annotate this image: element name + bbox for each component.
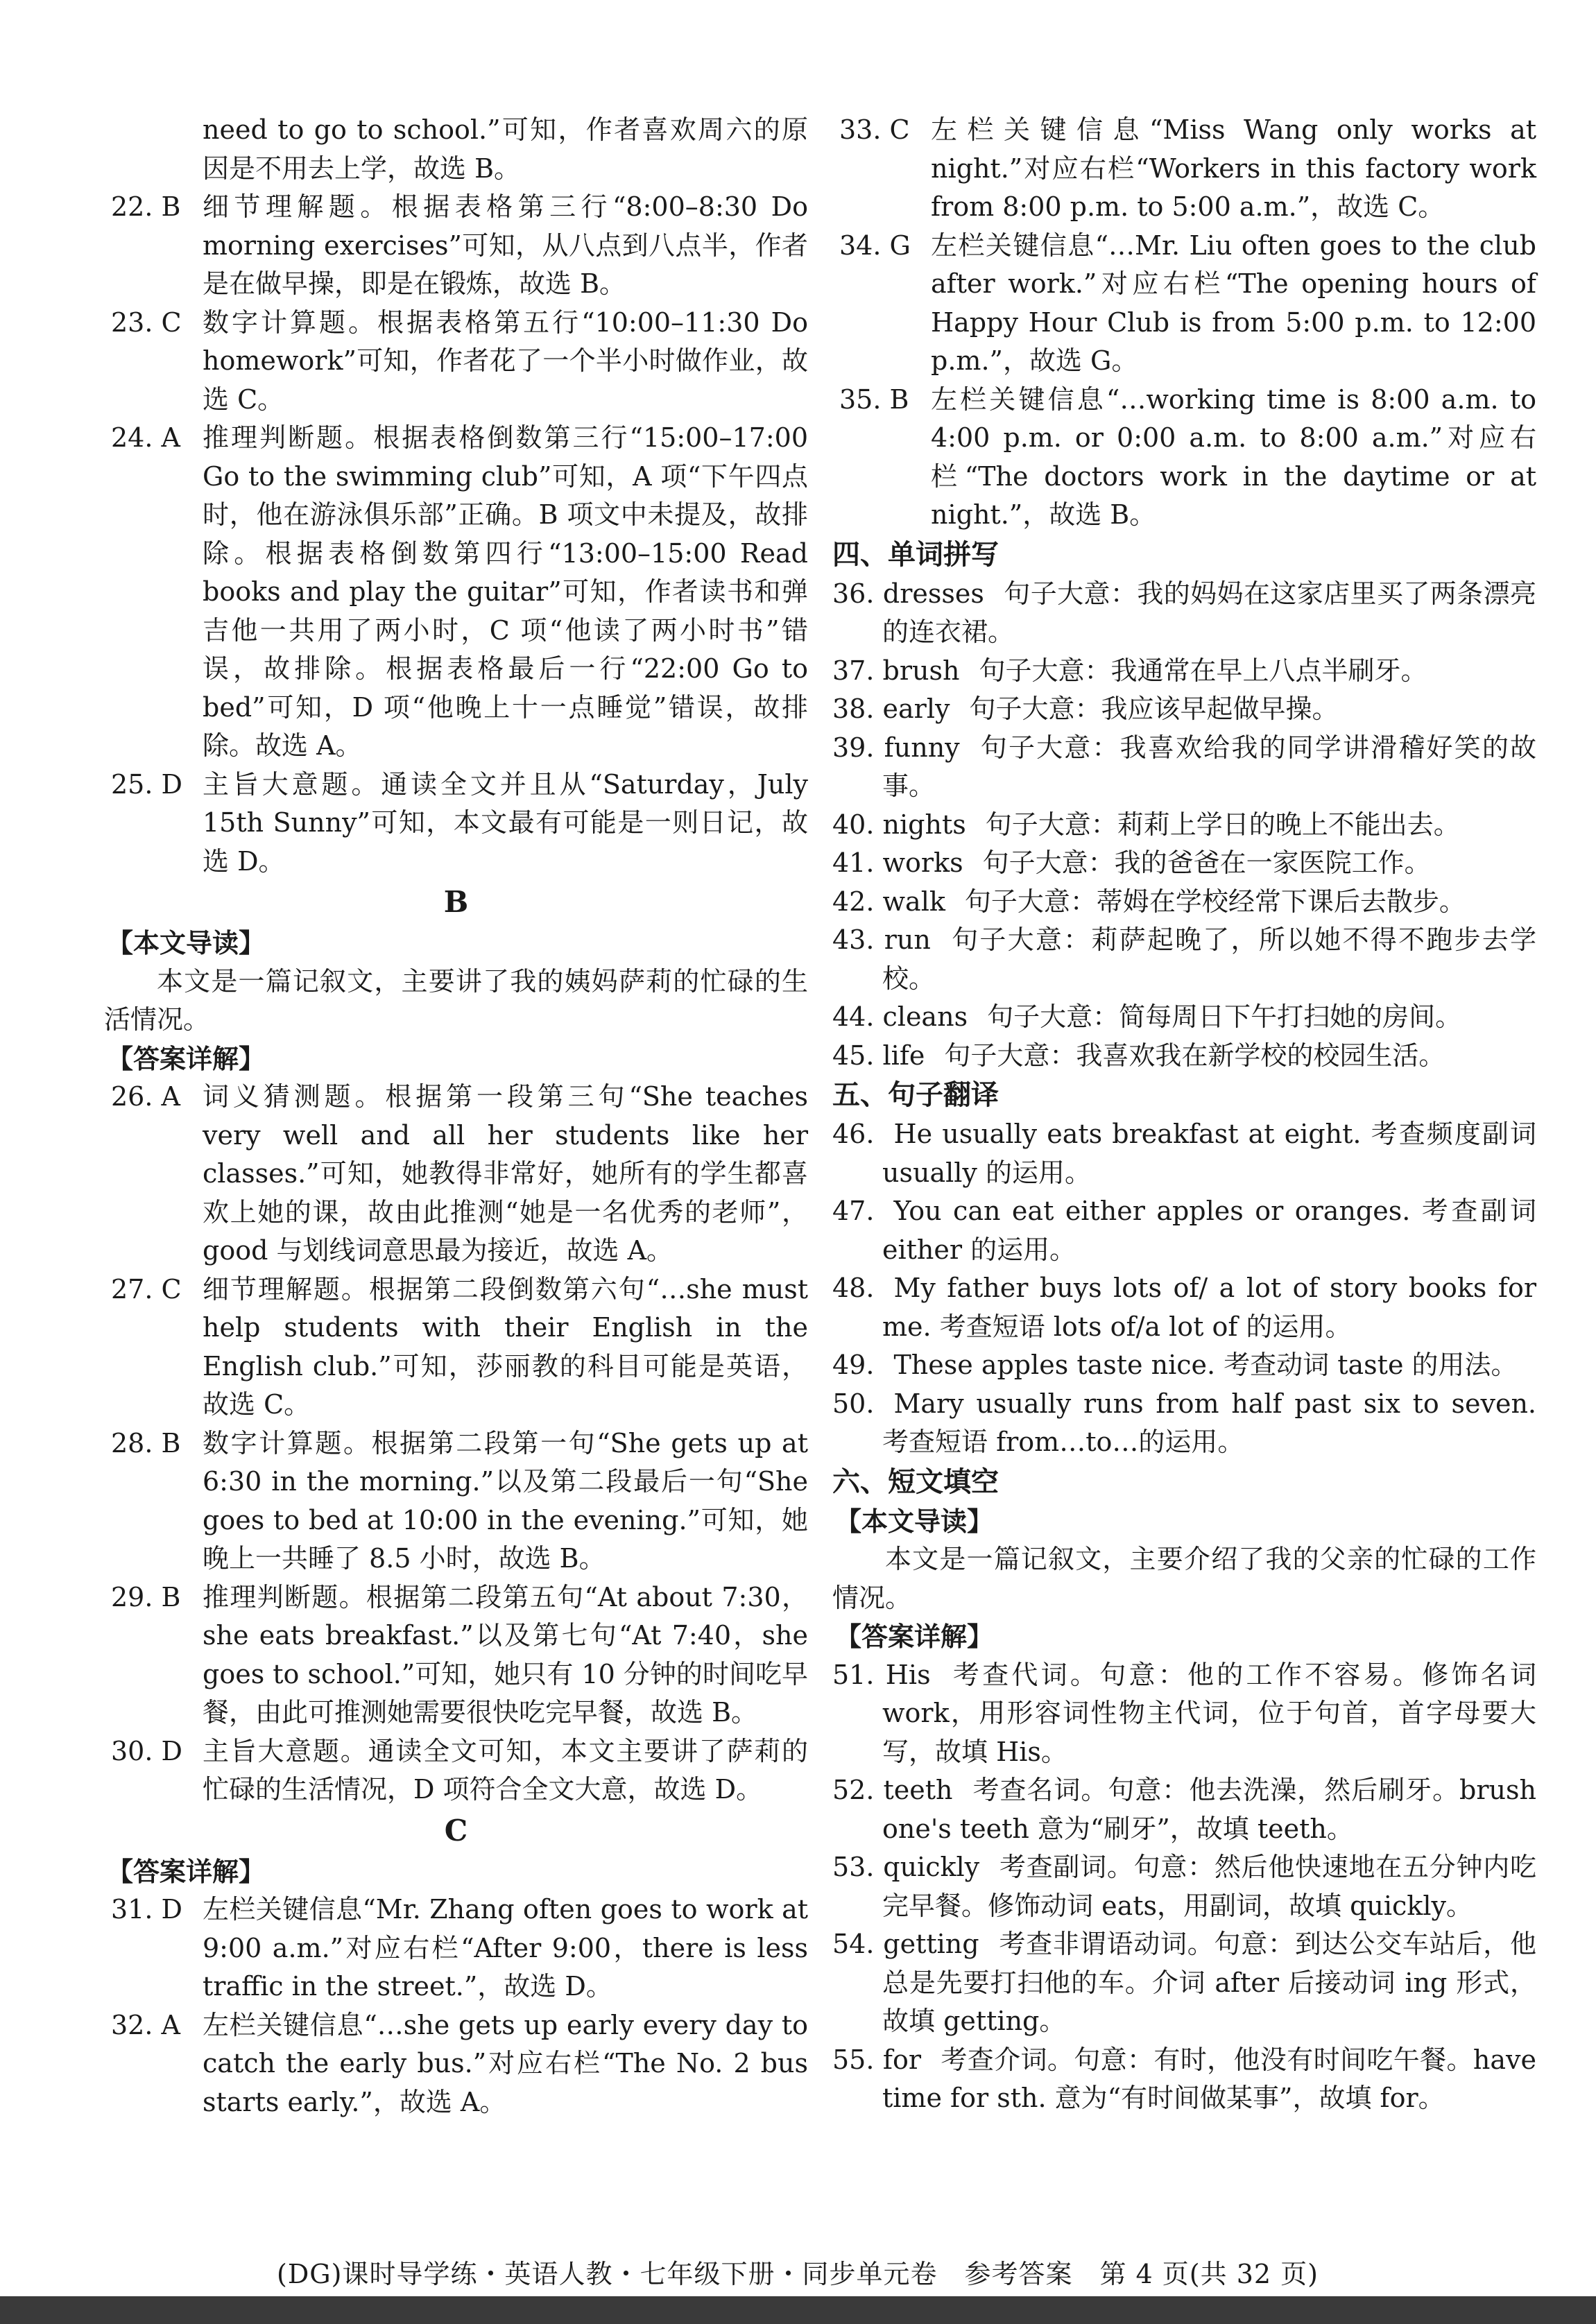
answer-number: 35. B (839, 384, 909, 415)
answer-number: 24. A (111, 422, 180, 453)
answer-25 (104, 766, 808, 881)
vocab-item: 41. works 句子大意：我的爸爸在一家医院工作。 (832, 847, 1431, 878)
answer-30 (104, 1732, 808, 1809)
answer-32 (104, 2006, 808, 2122)
answer-number: 33. C (839, 114, 910, 145)
detail-label-c: 【答案详解】 (107, 1855, 266, 1887)
section-6-heading: 六、短文填空 (832, 1465, 999, 1498)
answer-text: 左栏关键信息“…Mr. Liu often goes to the club after work.”对应右栏“The opening hours of Happy Hour Club is from 5:00 p.m. to 12:00 p.m.”，故选 G。 (931, 230, 1536, 376)
fill-item: 55. for 考查介词。句意：有时，他没有时间吃午餐。have time for sth. 意为“有时间做某事”，故填 for。 (832, 2044, 1536, 2113)
vocab-item: 36. dresses 句子大意：我的妈妈在这家店里买了两条漂亮的连衣裙。 (832, 578, 1536, 647)
fill-item: 54. getting 考查非谓语动词。句意：到达公交车站后，他总是先要打扫他的车。介词 after 后接动词 ing 形式，故填 getting。 (832, 1929, 1536, 2036)
answer-35 (832, 381, 1536, 535)
answer-number: 25. D (111, 768, 182, 800)
answer-text: 细节理解题。根据第二段倒数第六句“…she must help students with their English in the English club.”可知，莎丽教的科目可能是英语，故选 C。 (203, 1273, 808, 1420)
answer-34 (832, 227, 1536, 381)
answer-23 (104, 304, 808, 420)
detail-label: 【答案详解】 (835, 1621, 994, 1652)
vocab-item: 38. early 句子大意：我应该早起做早操。 (832, 694, 1339, 724)
answer-33 (832, 111, 1536, 227)
guide-label: 【本文导读】 (107, 927, 266, 958)
guide-text: 本文是一篇记叙文，主要讲了我的姨妈萨莉的忙碌的生活情况。 (104, 965, 808, 1035)
answer-number: 30. D (111, 1735, 182, 1766)
answer-number: 34. G (839, 230, 911, 261)
right-column (832, 111, 1536, 2118)
vocab-item: 42. walk 句子大意：蒂姆在学校经常下课后去散步。 (832, 886, 1466, 917)
vocab-item: 37. brush 句子大意：我通常在早上八点半刷牙。 (832, 655, 1427, 686)
answer-number: 22. B (111, 191, 181, 222)
answer-text: 推理判断题。根据第二段第五句“At about 7:30，she eats breakfast.”以及第七句“At 7:40，she goes to school.”可知，她只有 10 分钟的时间吃早餐，由此可推测她需要很快吃完早餐，故选 B。 (203, 1581, 808, 1728)
answer-number: 29. B (111, 1581, 181, 1612)
vocab-item: 39. funny 句子大意：我喜欢给我的同学讲滑稽好笑的故事。 (832, 732, 1536, 801)
answer-text: 左栏关键信息“Mr. Zhang often goes to work at 9:00 a.m.”对应右栏“After 9:00，there is less traffic in the street.”，故选 D。 (203, 1894, 808, 2002)
answer-text: 左栏关键信息“…she gets up early every day to catch the early bus.”对应右栏“The No. 2 bus starts early.”，故选 A。 (203, 2009, 808, 2117)
answer-text: 细节理解题。根据表格第三行“8:00–8:30 Do morning exercises”可知，从八点到八点半，作者是在做早操，即是在锻炼，故选 B。 (203, 191, 808, 299)
answer-22 (104, 188, 808, 304)
translation-item: 49. These apples taste nice. 考查动词 taste 的用法。 (832, 1350, 1518, 1380)
answer-28 (104, 1424, 808, 1578)
answer-number: 26. A (111, 1081, 180, 1112)
guide-label: 【本文导读】 (835, 1505, 994, 1537)
vocab-item: 43. run 句子大意：莉萨起晚了，所以她不得不跑步去学校。 (832, 924, 1536, 994)
detail-label: 【答案详解】 (107, 1042, 266, 1074)
answer-text: 推理判断题。根据表格倒数第三行“15:00–17:00 Go to the swimming club”可知，A 项“下午四点时，他在游泳俱乐部”正确。B 项文中未提及，故排除。根据表格倒数第四行“13:00–15:00 Read books and play the guitar”可知，作者读书和弹吉他一共用了两小时，C 项“他读了两小时书”错误，故排除。根据表格最后一行“22:00 Go to bed”可知，D 项“他晚上十一点睡觉”错误，故排除。故选 A。 (203, 422, 808, 761)
answer-text: 主旨大意题。通读全文并且从“Saturday，July 15th Sunny”可知，本文最有可能是一则日记，故选 D。 (203, 768, 808, 877)
answer-31 (104, 1891, 808, 2006)
translation-item: 48. My father buys lots of/ a lot of story books for me. 考查短语 lots of/a lot of 的运用。 (832, 1273, 1536, 1342)
answer-number: 23. C (111, 307, 182, 338)
answer-number: 28. B (111, 1427, 181, 1458)
translation-item: 46. He usually eats breakfast at eight. 考查频度副词 usually 的运用。 (832, 1119, 1536, 1188)
section-5-heading: 五、句子翻译 (832, 1078, 999, 1111)
translation-item: 47. You can eat either apples or oranges. 考查副词 either 的运用。 (832, 1196, 1536, 1265)
answer-21-tail: need to go to school.”可知，作者喜欢周六的原因是不用去上学，故选 B。 (203, 114, 808, 184)
answer-24 (104, 419, 808, 766)
page-footer: (DG)课时导学练・英语人教・七年级下册・同步单元卷 参考答案 第 4 页(共 32 页) (277, 2259, 1319, 2289)
vocab-item: 40. nights 句子大意：莉莉上学日的晚上不能出去。 (832, 809, 1460, 840)
answer-number: 27. C (111, 1273, 182, 1305)
answer-27 (104, 1271, 808, 1424)
answer-text: 主旨大意题。通读全文可知，本文主要讲了萨莉的忙碌的生活情况，D 项符合全文大意，故选 D。 (203, 1735, 808, 1805)
vocab-item: 44. cleans 句子大意：简每周日下午打扫她的房间。 (832, 1001, 1462, 1032)
answer-text: 数字计算题。根据第二段第一句“She gets up at 6:30 in the morning.”以及第二段最后一句“She goes to bed at 10:00 in the evening.”可知，她晚上一共睡了 8.5 小时，故选 B。 (203, 1427, 808, 1574)
answer-29 (104, 1578, 808, 1732)
answer-text: 词义猜测题。根据第一段第三句“She teaches very well and all her students like her classes.”可知，她教得非常好，她所有的学生都喜欢上她的课，故由此推测“她是一名优秀的老师”，good 与划线词意思最为接近，故选 A。 (203, 1081, 808, 1266)
fill-item: 52. teeth 考查名词。句意：他去洗澡，然后刷牙。brush one's teeth 意为“刷牙”，故填 teeth。 (832, 1775, 1536, 1844)
section-c-heading: C (444, 1813, 468, 1848)
answer-26 (104, 1078, 808, 1271)
section-b-heading: B (443, 885, 469, 919)
fill-item: 53. quickly 考查副词。句意：然后他快速地在五分钟内吃完早餐。修饰动词 eats，用副词，故填 quickly。 (832, 1852, 1536, 1921)
answer-number: 32. A (111, 2009, 180, 2040)
left-column (104, 111, 808, 2121)
translation-item: 50. Mary usually runs from half past six to seven. 考查短语 from…to…的运用。 (832, 1388, 1536, 1457)
vocab-item: 45. life 句子大意：我喜欢我在新学校的校园生活。 (832, 1040, 1445, 1071)
answer-number: 31. D (111, 1894, 182, 1925)
scan-edge-bar (0, 2296, 1596, 2324)
answer-text: 左栏关键信息“…working time is 8:00 a.m. to 4:00 p.m. or 0:00 a.m. to 8:00 a.m.”对应右栏“The doctors work in the daytime or at night.”，故选 B。 (931, 384, 1536, 530)
answer-text: 左栏关键信息“Miss Wang only works at night.”对应右栏“Workers in this factory work from 8:00 p.m. to 5:00 a.m.”，故选 C。 (931, 114, 1536, 222)
answer-text: 数字计算题。根据表格第五行“10:00–11:30 Do homework”可知，作者花了一个半小时做作业，故选 C。 (203, 307, 808, 415)
fill-item: 51. His 考查代词。句意：他的工作不容易。修饰名词 work，用形容词性物主代词，位于句首，首字母要大写，故填 His。 (832, 1659, 1536, 1767)
section-4-heading: 四、单词拼写 (832, 537, 999, 571)
guide-text: 本文是一篇记叙文，主要介绍了我的父亲的忙碌的工作情况。 (832, 1544, 1536, 1613)
